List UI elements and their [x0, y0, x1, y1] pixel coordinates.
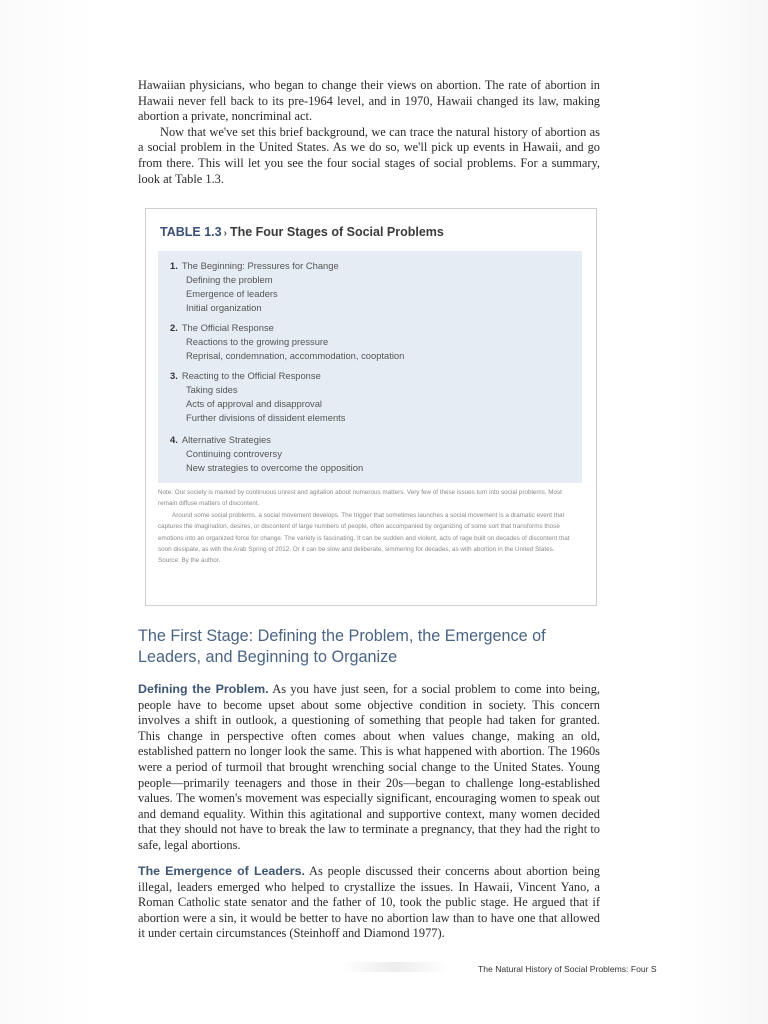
paragraph-text: As you have just seen, for a social problem to come into being, people have to become upset about some objective condition in society. This concern involves a shift in outlook, a questioning of something that people had taken for granted. This change in perspective often comes about when values change, making an old, established pattern no longer look the same. This is what happened with abortion. The 1960s were a period of turmoil that brought wrenching social change to the United States. Young people—primarily teenagers and those in their 20s—began to challenge long-established values. The women's movement was especially significant, encouraging women to speak out and demand equality. Within this agitational and supportive context, many women decided that they should not have to break the law to terminate a pregnancy, that they had the right to safe, legal abortions. [138, 682, 600, 852]
stage-2 [170, 321, 404, 363]
intro-paragraph-1: Hawaiian physicians, who began to change their views on abortion. The rate of abortion in Hawaii never fell back to its pre-1964 level, and in 1970, Hawaii changed its law, making abortion a private, noncriminal act. [138, 78, 600, 124]
stage-item: Initial organization [186, 302, 262, 314]
stage-1 [170, 259, 339, 316]
stage-number: 4. [170, 434, 178, 445]
intro-text [138, 78, 600, 187]
stage-number: 1. [170, 260, 178, 271]
stage-item: Continuing controversy [186, 448, 282, 459]
paragraph-text: As people discussed their concerns about abortion being illegal, leaders emerged who helped to crystallize the issues. In Hawaii, Vincent Yano, a Roman Catholic state senator and the father of 10, took the public stage. He argued that if abortion were a sin, it would be better to have no abortion law than to have one that allowed it under certain circumstances (Steinhoff and Diamond 1977). [138, 864, 601, 941]
stage-3 [170, 369, 345, 426]
stage-number: 2. [170, 322, 178, 333]
running-footer: The Natural History of Social Problems: Four S [478, 964, 657, 974]
table-title [160, 225, 444, 239]
table-arrow-icon: › [223, 228, 227, 239]
table-number: TABLE 1.3 [160, 225, 222, 239]
bleed-through-mark [340, 962, 450, 972]
stage-title: Reacting to the Official Response [181, 370, 321, 381]
run-in-heading: The Emergence of Leaders. [138, 864, 305, 878]
table-note [158, 487, 582, 567]
stage-item: Reactions to the growing pressure [186, 336, 329, 347]
stage-item: Further divisions of dissident elements [186, 412, 346, 424]
stage-item: Acts of approval and disapproval [186, 398, 323, 410]
note-paragraph-1: Note: Our society is marked by continuous unrest and agitation about numerous matters. Very few of these issues turn into social problems. Most remain diffuse matters of discontent. [158, 489, 562, 508]
stage-title: Alternative Strategies [181, 434, 271, 445]
section-heading: The First Stage: Defining the Problem, the Emergence of Leaders, and Beginning to Organize [138, 627, 546, 666]
stages-panel [158, 251, 582, 483]
run-in-heading: Defining the Problem. [138, 682, 269, 696]
stage-title: The Beginning: Pressures for Change [181, 260, 339, 271]
emergence-leaders-paragraph [138, 864, 600, 942]
stage-item: Taking sides [186, 384, 238, 395]
stage-number: 3. [170, 370, 178, 381]
defining-problem-paragraph [138, 682, 600, 854]
table-source: Source: By the author. [158, 557, 221, 565]
stage-4 [170, 433, 363, 475]
note-paragraph-2: Around some social problems, a social movement develops. The trigger that sometimes launches a social movement is a dramatic event that captures the imagination, desires, or discontent of large numbers of people, often accompanied by organizing of some sort that transforms those emotions into an organized force for change. The variety is fascinating. It can be sudden and violent, acts of rage built on decades of discontent that soon dissipate, as with the Arab Spring of 2012. Or it can be slow and deliberate, simmering for decades, as with abortion in the United States. [158, 511, 570, 554]
table-title-text: The Four Stages of Social Problems [229, 225, 444, 239]
table-1-3 [145, 208, 597, 606]
stage-item: Reprisal, condemnation, accommodation, cooptation [186, 350, 405, 362]
stage-title: The Official Response [181, 322, 274, 333]
stage-item: Emergence of leaders [186, 288, 278, 300]
intro-paragraph-2: Now that we've set this brief background, we can trace the natural history of abortion as a social problem in the United States. As we do so, we'll pick up events in Hawaii, and go from there. This will let you see the four social stages of social problems. For a summary, look at Table 1.3. [138, 124, 600, 186]
stage-item: Defining the problem [186, 274, 273, 285]
stage-item: New strategies to overcome the opposition [186, 462, 364, 474]
